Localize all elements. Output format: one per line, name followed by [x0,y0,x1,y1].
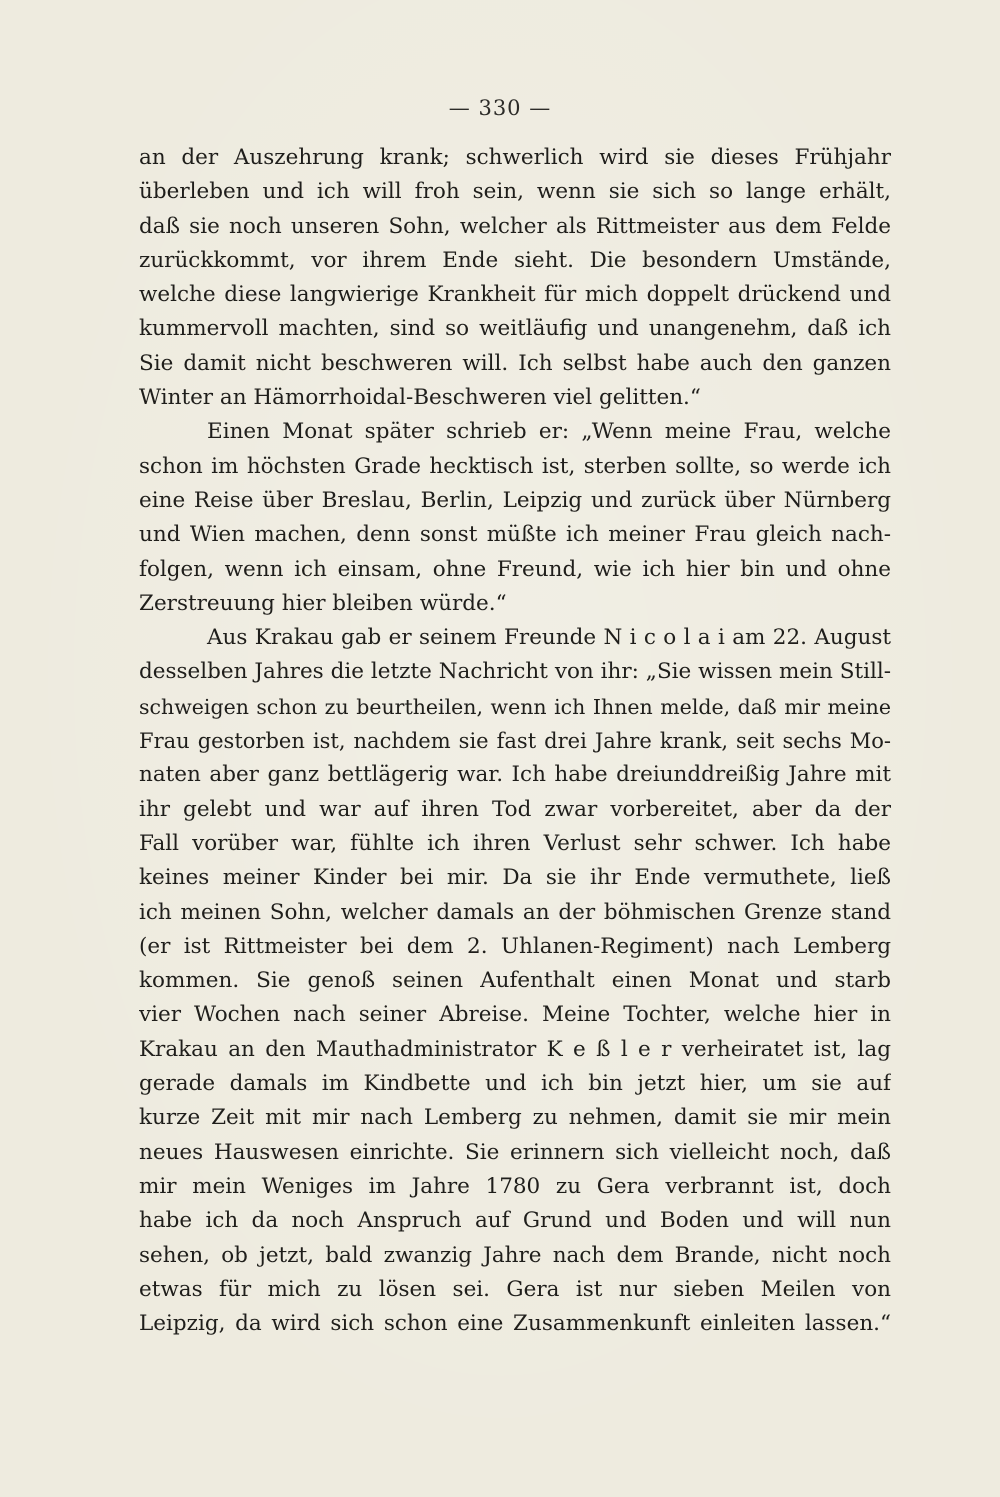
page-number: — 330 — [448,96,552,120]
text-line: Zerstreuung hier bleiben würde.“ [139,590,507,616]
paragraph-start: Aus Krakau gab er seinem Freunde N i c o l a i am 22. August [207,625,891,651]
text-line: zurückkommt, vor ihrem Ende sieht. Die besondern Umstände, [139,247,891,273]
text-line: etwas für mich zu lösen sei. Gera ist nur sieben Meilen von [139,1276,891,1302]
text-line: Frau gestorben ist, nachdem sie fast drei Jahre krank, seit sechs Mo- [139,729,891,754]
text-line: kummervoll machten, sind so weitläufig und unangenehm, daß ich [139,316,891,342]
text-line: ihr gelebt und war auf ihren Tod zwar vorbereitet, aber da der [139,796,891,822]
text-line: Sie damit nicht beschweren will. Ich selbst habe auch den ganzen [139,350,891,376]
text-line: Fall vorüber war, fühlte ich ihren Verlust sehr schwer. Ich habe [139,830,891,856]
text-line: daß sie noch unseren Sohn, welcher als Rittmeister aus dem Felde [139,213,891,239]
text-line: kommen. Sie genoß seinen Aufenthalt einen Monat und starb [139,968,891,994]
text-line: kurze Zeit mit mir nach Lemberg zu nehmen, damit sie mir mein [139,1105,891,1131]
text-line: (er ist Rittmeister bei dem 2. Uhlanen-Regiment) nach Lemberg [139,933,891,959]
text-line: eine Reise über Breslau, Berlin, Leipzig und zurück über Nürnberg [139,487,891,513]
text-line: schon im höchsten Grade hecktisch ist, sterben sollte, so werde ich [139,453,891,479]
text-line: Winter an Hämorrhoidal-Beschweren viel gelitten.“ [139,385,701,411]
text-line: neues Hauswesen einrichte. Sie erinnern sich vielleicht noch, daß [139,1139,891,1165]
text-line: ich meinen Sohn, welcher damals an der böhmischen Grenze stand [139,899,891,925]
text-line: gerade damals im Kindbette und ich bin jetzt hier, um sie auf [139,1071,891,1097]
text-line: sehen, ob jetzt, bald zwanzig Jahre nach dem Brande, nicht noch [139,1242,891,1268]
text-line: überleben und ich will froh sein, wenn sie sich so lange erhält, [139,179,891,205]
text-line: vier Wochen nach seiner Abreise. Meine Tochter, welche hier in [139,1002,891,1028]
text-line: habe ich da noch Anspruch auf Grund und Boden und will nun [139,1208,891,1234]
text-line: desselben Jahres die letzte Nachricht von ihr: „Sie wissen mein Still- [139,659,891,685]
text-line: und Wien machen, denn sonst müßte ich meiner Frau gleich nach- [139,522,891,548]
paragraph-start: Einen Monat später schrieb er: „Wenn meine Frau, welche [207,419,891,445]
text-line: welche diese langwierige Krankheit für mich doppelt drückend und [139,282,891,308]
text-line: mir mein Weniges im Jahre 1780 zu Gera verbrannt ist, doch [139,1173,891,1199]
text-line: an der Auszehrung krank; schwerlich wird sie dieses Frühjahr [139,145,891,170]
text-line: schweigen schon zu beurtheilen, wenn ich Ihnen melde, daß mir meine [139,694,891,719]
text-line: folgen, wenn ich einsam, ohne Freund, wie ich hier bin und ohne [139,556,891,582]
text-line: keines meiner Kinder bei mir. Da sie ihr Ende vermuthete, ließ [139,865,891,891]
text-line: Leipzig, da wird sich schon eine Zusammenkunft einleiten lassen.“ [139,1311,891,1337]
text-line: Krakau an den Mauthadministrator K e ß l e r verheiratet ist, lag [139,1036,891,1062]
text-line: naten aber ganz bettlägerig war. Ich habe dreiunddreißig Jahre mit [139,762,891,788]
body-text [139,141,891,1341]
